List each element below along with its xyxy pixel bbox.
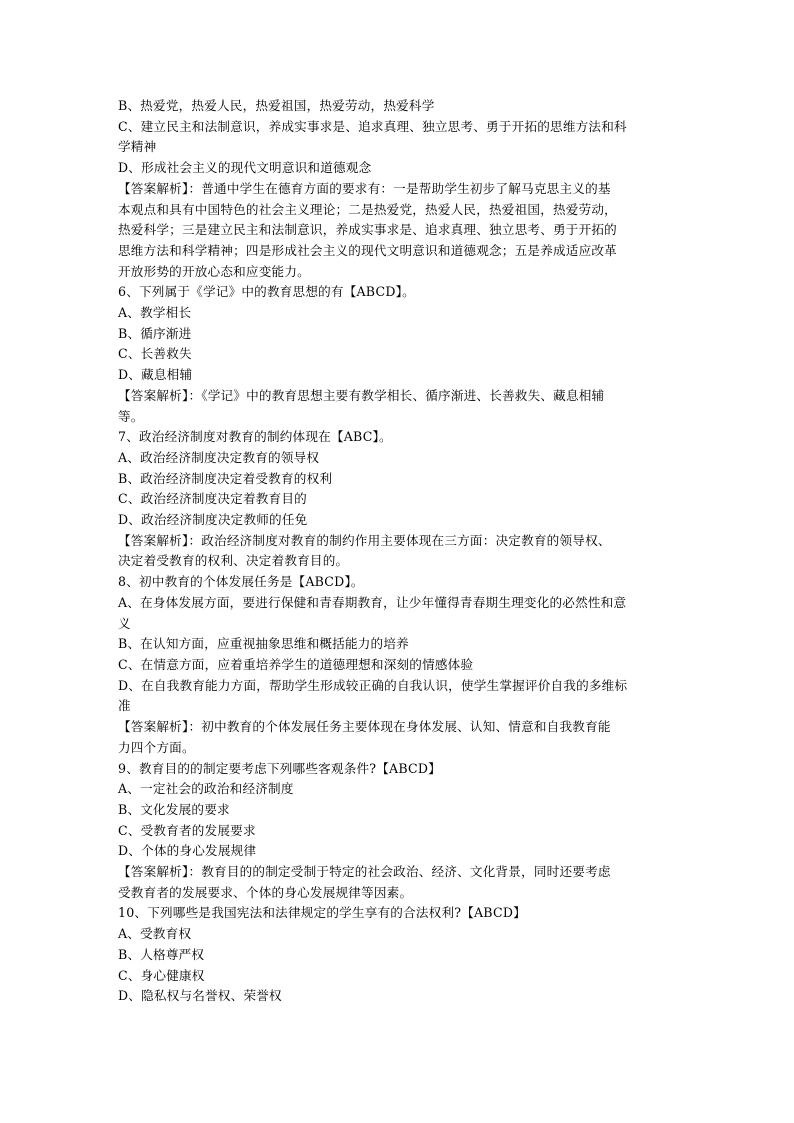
text-line: 学精神 <box>118 139 157 155</box>
option-line: D、政治经济制度决定教师的任免 <box>118 512 308 528</box>
option-line: C、政治经济制度决定着教育目的 <box>118 491 307 507</box>
question-line: 10、下列哪些是我国宪法和法律规定的学生享有的合法权利?【ABCD】 <box>118 905 526 921</box>
question-line: 8、初中教育的个体发展任务是【ABCD】。 <box>118 574 364 590</box>
option-line: B、政治经济制度决定着受教育的权利 <box>118 470 333 486</box>
option-line: A、在身体发展方面，要进行保健和青春期教育，让少年懂得青春期生理变化的必然性和意 <box>118 594 627 610</box>
option-line: B、人格尊严权 <box>118 946 205 962</box>
answer-explanation-line: 等。 <box>118 408 144 424</box>
answer-explanation-line: 【答案解析】：普通中学生在德育方面的要求有：一是帮助学生初步了解马克思主义的基 <box>118 180 611 196</box>
option-line: D、隐私权与名誉权、荣誉权 <box>118 988 282 1004</box>
option-line: A、政治经济制度决定教育的领导权 <box>118 449 320 465</box>
text-line: C、建立民主和法制意识，养成实事求是、追求真理、独立思考、勇于开拓的思维方法和科 <box>118 118 627 134</box>
option-line: D、个体的身心发展规律 <box>118 843 257 859</box>
answer-explanation-line: 本观点和具有中国特色的社会主义理论；二是热爱党，热爱人民，热爱祖国，热爱劳动， <box>118 201 617 217</box>
answer-explanation-line: 【答案解析】：政治经济制度对教育的制约作用主要体现在三方面：决定教育的领导权、 <box>118 532 611 548</box>
answer-explanation-line: 受教育者的发展要求、个体的身心发展规律等因素。 <box>118 884 413 900</box>
option-line: D、在自我教育能力方面，帮助学生形成较正确的自我认识，使学生掌握评价自我的多维标 <box>118 677 628 693</box>
option-line: C、长善救失 <box>118 346 192 362</box>
answer-explanation-line: 力四个方面。 <box>118 739 195 755</box>
answer-explanation-line: 【答案解析】：《学记》中的教育思想主要有教学相长、循序渐进、长善救失、藏息相辅 <box>118 387 605 403</box>
answer-explanation-line: 热爱科学；三是建立民主和法制意识，养成实事求是、追求真理、独立思考、勇于开拓的 <box>118 222 617 238</box>
answer-explanation-line: 思维方法和科学精神；四是形成社会主义的现代文明意识和道德观念；五是养成适应改革 <box>118 242 617 258</box>
answer-explanation-line: 开放形势的开放心态和应变能力。 <box>118 263 310 279</box>
option-line: 准 <box>118 698 131 714</box>
answer-explanation-line: 【答案解析】：初中教育的个体发展任务主要体现在身体发展、认知、情意和自我教育能 <box>118 719 611 735</box>
text-line: B、热爱党，热爱人民，热爱祖国，热爱劳动，热爱科学 <box>118 98 435 113</box>
option-line: B、循序渐进 <box>118 325 192 341</box>
answer-explanation-line: 决定着受教育的权利、决定着教育目的。 <box>118 553 349 569</box>
answer-explanation-line: 【答案解析】：教育目的的制定受制于特定的社会政治、经济、文化背景，同时还要考虑 <box>118 864 611 880</box>
option-line: A、教学相长 <box>118 305 192 321</box>
option-line: B、在认知方面，应重视抽象思维和概括能力的培养 <box>118 636 409 652</box>
question-line: 6、下列属于《学记》中的教育思想的有【ABCD】。 <box>118 284 415 300</box>
text-line: D、形成社会主义的现代文明意识和道德观念 <box>118 160 372 176</box>
option-line: A、受教育权 <box>118 926 192 942</box>
question-line: 7、政治经济制度对教育的制约体现在【ABC】。 <box>118 429 392 445</box>
option-line: A、一定社会的政治和经济制度 <box>118 781 294 797</box>
document-text <box>118 96 678 1007</box>
option-line: C、身心健康权 <box>118 967 205 983</box>
question-line: 9、教育目的的制定要考虑下列哪些客观条件?【ABCD】 <box>118 760 441 776</box>
option-line: C、受教育者的发展要求 <box>118 822 256 838</box>
option-line: 义 <box>118 615 131 631</box>
option-line: C、在情意方面，应着重培养学生的道德理想和深刻的情感体验 <box>118 656 474 672</box>
option-line: D、藏息相辅 <box>118 367 193 383</box>
option-line: B、文化发展的要求 <box>118 801 230 817</box>
